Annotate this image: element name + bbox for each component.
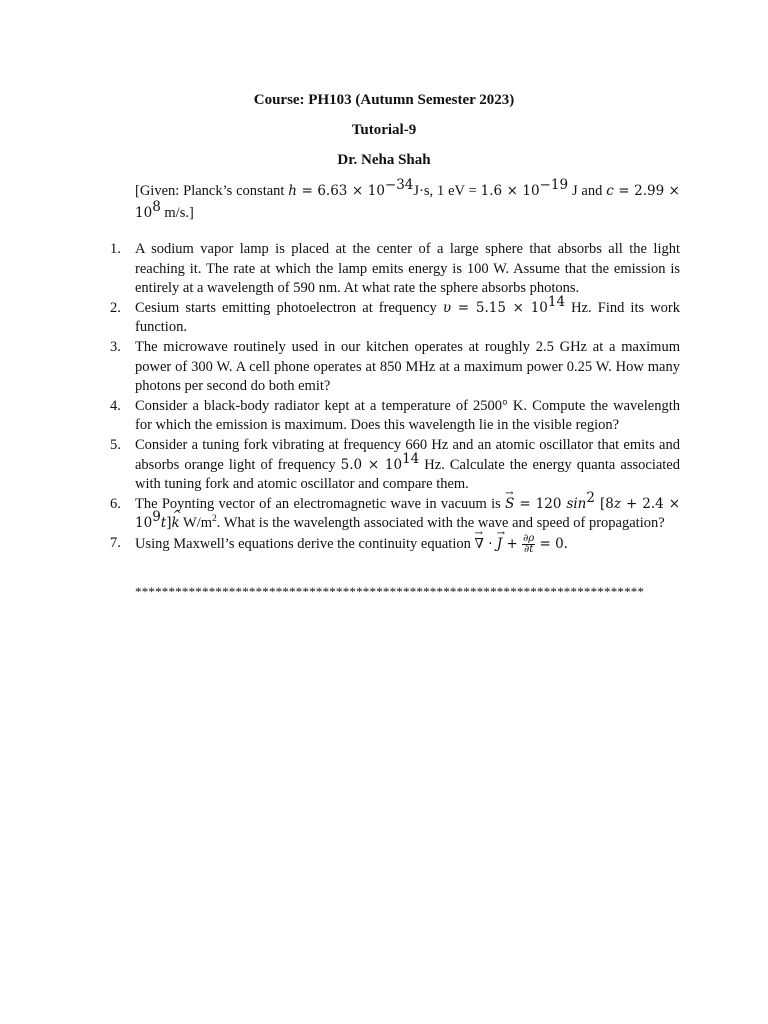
question-list [110,240,680,555]
course-title: Course: PH103 (Autumn Semester 2023) [253,92,515,108]
question-number: 4. [110,397,121,414]
nabla-symbol: → ∇ [474,535,483,555]
question-3 [110,338,680,397]
question-number: 7. [110,534,121,551]
question-number: 3. [110,338,121,355]
question-1 [110,240,680,299]
question-6: 6. The Poynting vector of an electromagnetic wave in vacuum is → S = 120 $\sin^2 [8z + 2.4$ × $10^9t]\^{}$ k $W/m^2$. What is the wavelength associated with the wave and speed of propagation? [110,495,680,534]
instructor-name: Dr. Neha Shah [337,152,431,168]
question-4 [110,397,680,436]
unit-vector-k-symbol: ^ k [172,514,180,534]
question-number: 5. [110,436,121,453]
poynting-vector-symbol: → S [505,495,514,515]
question-number: 1. [110,241,121,257]
tutorial-title: Tutorial-9 [351,122,417,138]
question-number: 6. [110,495,121,512]
question-2: 2. Cesium starts emitting photoelectron at frequency $\upsilon = 5.15 \times 10^{14}$ Hz. Find its work function. [110,293,680,336]
question-7: 7. Using Maxwell’s equations derive the continuity equation → ∇ · → J + $\frac{\partial\rho}{\partial t}$ = 0. [110,534,680,555]
current-density-symbol: → J [497,535,502,555]
question-text: The microwave routinely used in our kitchen operates at roughly 2.5 GHz at a maximum power of 300 W. A cell phone operates at 850 MHz at a maximum power 0.25 W. How many photons per second do both emit? [135,338,680,395]
question-5: 5. Consider a tuning fork vibrating at frequency 660 Hz and an atomic oscillator that emits and absorbs orange light of frequency $5.0 \times 10^{14}$ Hz. Calculate the energy quanta associated with tuning fork and atomic oscillator and compare them. [110,436,680,493]
question-text: A sodium vapor lamp is placed at the center of a large sphere that absorbs all the light reaching it. The rate at which the lamp emits energy is 100 W. Assume that the emission is entirely at a wavelength of 590 nm. At what rate the sphere absorbs photons. [135,241,680,297]
separator-line: **************************************************************************** [135,584,645,599]
given-constants: [Given: Planck’s constant $h = 6.63 \times 10^{-34}J\cdot s$, 1 eV = $1.6 \times 10^{-19}$ J and $c = 2.99 \times 10^8$ m/s.] [135,177,680,221]
question-text: Consider a black-body radiator kept at a temperature of 2500° K. Compute the wavelength for which the emission is maximum. Does this wavelength lie in the visible region? [135,397,680,434]
question-number: 2. [110,299,121,316]
partial-derivative-fraction: $\frac{\partial\rho}{\partial t}$ [523,532,535,555]
